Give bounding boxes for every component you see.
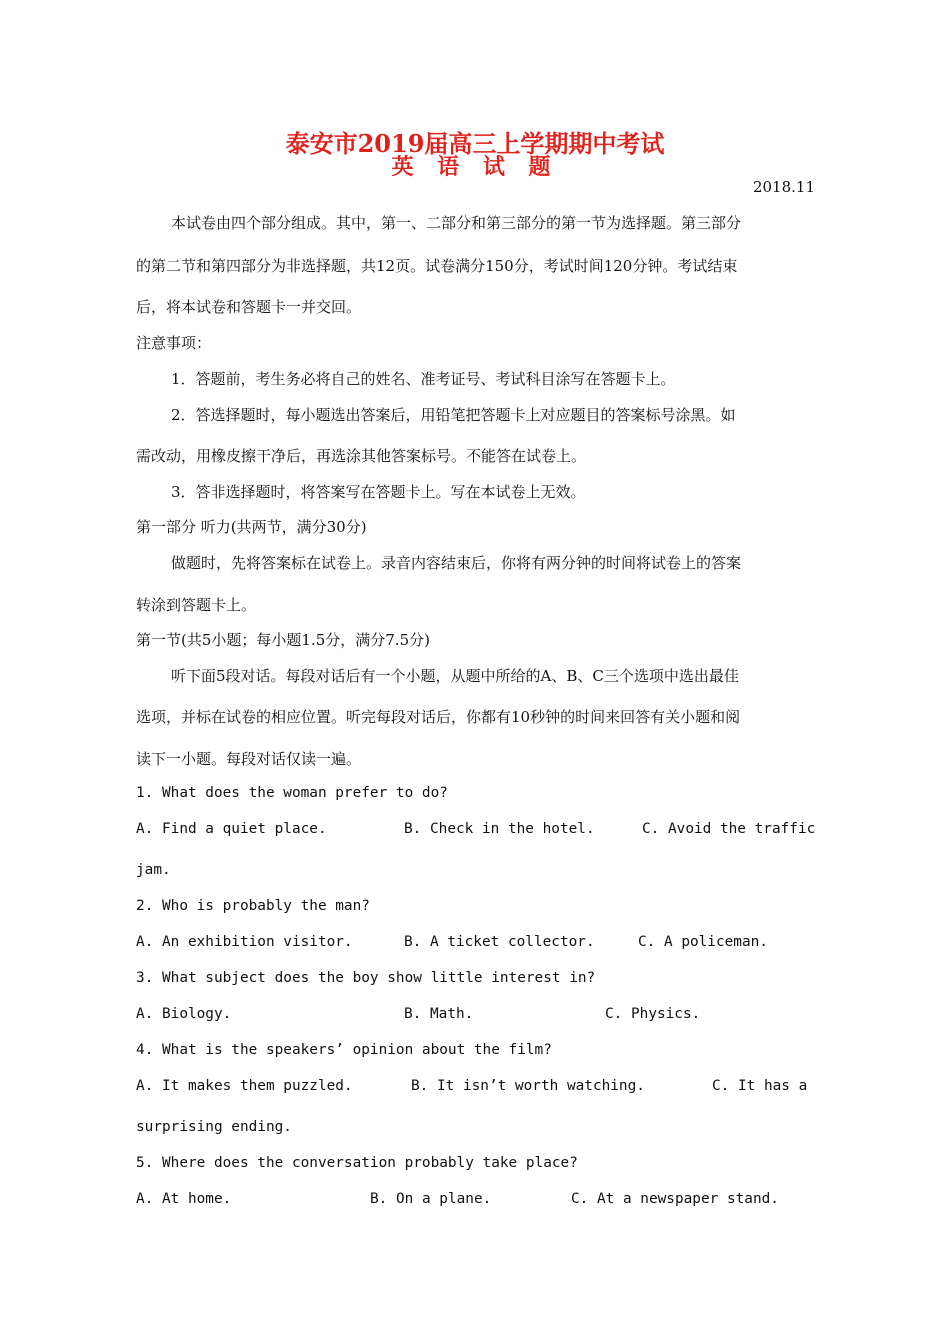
option-b: B. On a plane.: [370, 1191, 492, 1207]
option-a: A. At home.: [136, 1191, 232, 1207]
section1-instruction: 读下一小题。每段对话仅读一遍。: [136, 750, 362, 768]
question-stem: 4. What is the speakers’ opinion about the film?: [136, 1042, 552, 1058]
question-stem: 2. Who is probably the man?: [136, 898, 370, 914]
option-a: A. It makes them puzzled.: [136, 1078, 353, 1094]
option-c: C. It has a: [712, 1078, 808, 1094]
note-line: 3．答非选择题时，将答案写在答题卡上。写在本试卷上无效。: [171, 483, 586, 501]
part1-heading: 第一部分 听力(共两节，满分30分): [136, 518, 367, 536]
option-c: C. A policeman.: [638, 934, 768, 950]
option-c-continued: jam.: [136, 862, 171, 878]
question-stem: 3. What subject does the boy show little interest in?: [136, 970, 596, 986]
exam-title: 泰安市2019届高三上学期期中考试: [285, 129, 665, 158]
option-b: B. Math.: [404, 1006, 474, 1022]
intro-line: 本试卷由四个部分组成。其中，第一、二部分和第三部分的第一节为选择题。第三部分: [171, 214, 742, 232]
option-a: A. An exhibition visitor.: [136, 934, 353, 950]
note-line: 需改动，用橡皮擦干净后，再选涂其他答案标号。不能答在试卷上。: [136, 447, 587, 465]
section1-heading: 第一节(共5小题；每小题1.5分，满分7.5分): [136, 631, 430, 649]
exam-subtitle: 英 语 试 题: [391, 154, 559, 180]
section1-instruction: 听下面5段对话。每段对话后有一个小题，从题中所给的A、B、C三个选项中选出最佳: [171, 667, 739, 685]
question-stem: 1. What does the woman prefer to do?: [136, 785, 448, 801]
section1-instruction: 选项，并标在试卷的相应位置。听完每段对话后，你都有10秒钟的时间来回答有关小题和阅: [136, 708, 741, 726]
option-b: B. It isn’t worth watching.: [411, 1078, 645, 1094]
option-c: C. Physics.: [605, 1006, 701, 1022]
option-a: A. Find a quiet place.: [136, 821, 327, 837]
option-c-continued: surprising ending.: [136, 1119, 292, 1135]
intro-line: 的第二节和第四部分为非选择题，共12页。试卷满分150分，考试时间120分钟。考试结束: [136, 257, 738, 275]
notes-heading: 注意事项：: [136, 334, 212, 352]
option-b: B. A ticket collector.: [404, 934, 595, 950]
option-b: B. Check in the hotel.: [404, 821, 595, 837]
note-line: 2．答选择题时，每小题选出答案后，用铅笔把答题卡上对应题目的答案标号涂黑。如: [171, 406, 736, 424]
option-a: A. Biology.: [136, 1006, 232, 1022]
note-line: 1．答题前，考生务必将自己的姓名、准考证号、考试科目涂写在答题卡上。: [171, 370, 676, 388]
part1-instruction: 转涂到答题卡上。: [136, 596, 257, 614]
part1-instruction: 做题时，先将答案标在试卷上。录音内容结束后，你将有两分钟的时间将试卷上的答案: [171, 554, 742, 572]
exam-date: 2018.11: [752, 178, 815, 196]
intro-line: 后，将本试卷和答题卡一并交回。: [136, 298, 362, 316]
option-c: C. Avoid the traffic: [642, 821, 816, 837]
option-c: C. At a newspaper stand.: [571, 1191, 779, 1207]
question-stem: 5. Where does the conversation probably take place?: [136, 1155, 578, 1171]
